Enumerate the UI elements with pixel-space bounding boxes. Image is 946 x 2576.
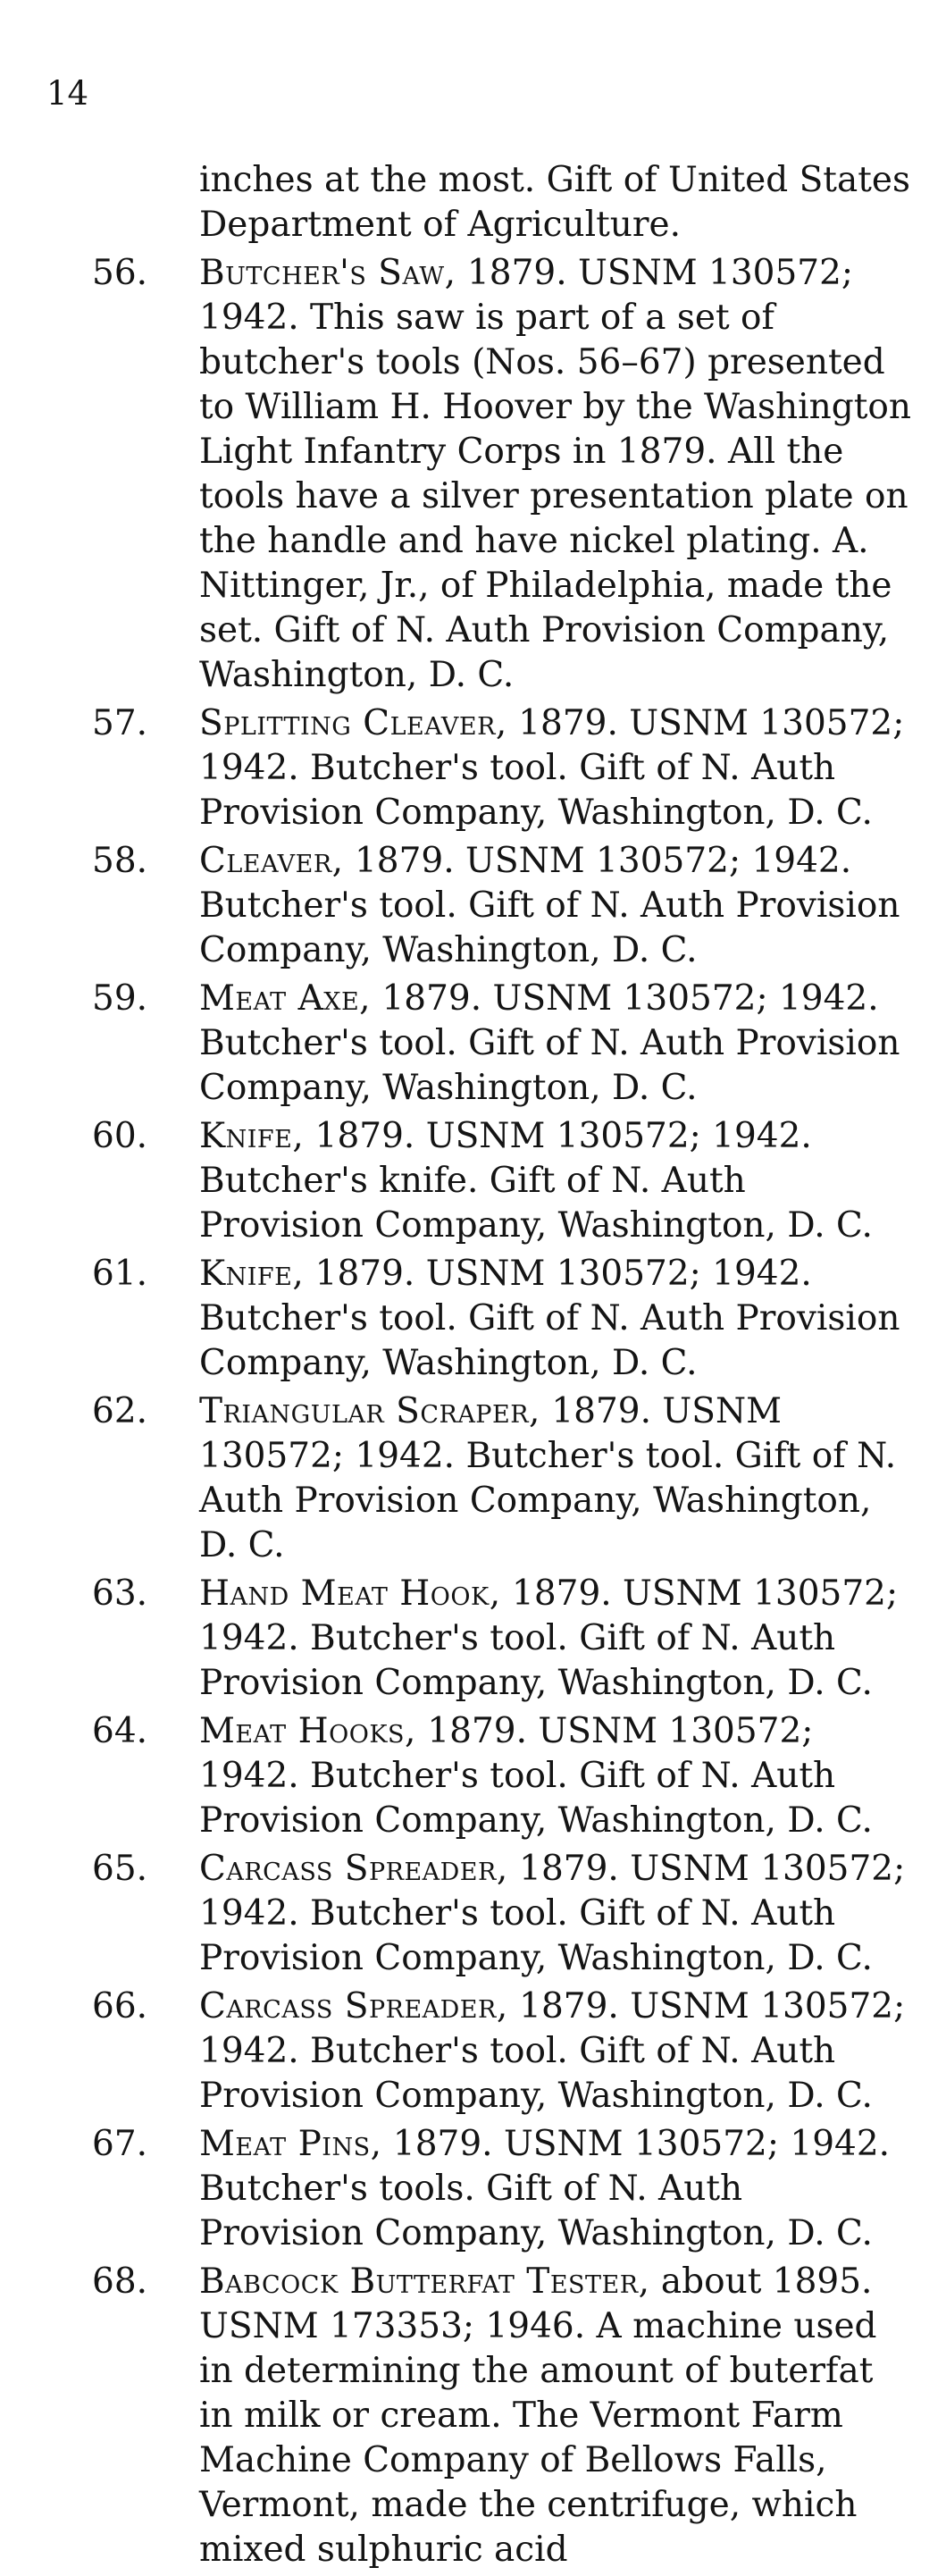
page-number: 14 [46, 74, 89, 113]
entry-body [199, 1389, 914, 1568]
catalog-entry [0, 1252, 914, 1386]
entry-body [199, 977, 914, 1111]
entry-body [199, 1984, 914, 2119]
catalog-entry [0, 1984, 914, 2119]
entry-title: Splitting Cleaver, [199, 703, 507, 743]
catalog-entry [0, 1709, 914, 1843]
catalog-entry [0, 839, 914, 973]
entry-text: 1879. USNM 130572; 1942. Butcher's tool. Gift of N. Auth Provision Company, Washington, D. C. [199, 1391, 897, 1565]
catalog-entry [0, 1847, 914, 1981]
entry-number: 57. [92, 703, 148, 743]
entry-body [199, 1709, 914, 1843]
entry-text: 1879. USNM 130572; 1942. Butcher's tool. Gift of N. Auth Provision Company, Washington, D. C. [199, 841, 900, 970]
entry-body [199, 2122, 914, 2256]
entry-number: 58. [92, 841, 148, 881]
entry-number: 59. [92, 978, 148, 1019]
entry-title: Babcock Butterfat Tester, [199, 2261, 650, 2302]
entry-title: Hand Meat Hook, [199, 1573, 501, 1614]
entry-body [199, 1847, 914, 1981]
entry-body [199, 2260, 914, 2572]
entry-number: 56. [92, 253, 148, 293]
entry-title: Meat Axe, [199, 978, 372, 1019]
entry-body [199, 1572, 914, 1706]
entry-title: Knife, [199, 1254, 305, 1294]
entry-title: Butcher's Saw, [199, 253, 456, 293]
entry-number: 61. [92, 1254, 148, 1294]
entry-title: Meat Pins, [199, 2124, 382, 2164]
catalog-entry [0, 1389, 914, 1568]
catalog-entry [0, 1114, 914, 1248]
entry-number: 68. [92, 2261, 148, 2302]
entry-text: about 1895. USNM 173353; 1946. A machine used in determining the amount of buterfat in milk or cream. The Vermont Farm Machine Company of Bellows Falls, Vermont, made the centrifuge, which mixed sulphuric acid [199, 2261, 877, 2570]
entry-text: 1879. USNM 130572; 1942. Butcher's tool. Gift of N. Auth Provision Company, Washington, D. C. [199, 1573, 899, 1703]
entry-number: 62. [92, 1391, 148, 1431]
catalog-entry [0, 2260, 914, 2572]
entry-text: 1879. USNM 130572; 1942. Butcher's tool. Gift of N. Auth Provision Company, Washington, D. C. [199, 978, 900, 1108]
entry-number: 63. [92, 1573, 148, 1614]
entry-text: 1879. USNM 130572; 1942. This saw is part of a set of butcher's tools (Nos. 56–67) presented to William H. Hoover by the Washington Light Infantry Corps in 1879. All the tools have a silver presentation plate on the handle and have nickel plating. A. Nittinger, Jr., of Philadelphia, made the set. Gift of N. Auth Provision Company, Washington, D. C. [199, 253, 911, 695]
entry-title: Triangular Scraper, [199, 1391, 540, 1431]
entry-body [199, 701, 914, 835]
entry-text: 1879. USNM 130572; 1942. Butcher's tools. Gift of N. Auth Provision Company, Washington, D. C. [199, 2124, 891, 2253]
entry-text: 1879. USNM 130572; 1942. Butcher's tool. Gift of N. Auth Provision Company, Washington, D. C. [199, 1254, 900, 1383]
entry-title: Carcass Spreader, [199, 1849, 508, 1889]
entry-number: 65. [92, 1849, 148, 1889]
entry-number: 60. [92, 1116, 148, 1156]
entry-text: 1879. USNM 130572; 1942. Butcher's knife. Gift of N. Auth Provision Company, Washington, D. C. [199, 1116, 873, 1246]
entry-list [0, 251, 946, 2572]
entry-body [199, 839, 914, 973]
entry-number: 67. [92, 2124, 148, 2164]
entry-number: 64. [92, 1711, 148, 1751]
catalog-entries [0, 158, 946, 2576]
catalog-entry [0, 2122, 914, 2256]
entry-title: Meat Hooks, [199, 1711, 416, 1751]
entry-body [199, 251, 914, 698]
entry-title: Carcass Spreader, [199, 1986, 508, 2026]
catalog-entry [0, 1572, 914, 1706]
entry-text: 1879. USNM 130572; 1942. Butcher's tool. Gift of N. Auth Provision Company, Washington, D. C. [199, 1849, 906, 1978]
catalog-entry [0, 977, 914, 1111]
entry-text: 1879. USNM 130572; 1942. Butcher's tool. Gift of N. Auth Provision Company, Washington, D. C. [199, 1986, 906, 2116]
catalog-entry [0, 701, 914, 835]
entry-text: 1879. USNM 130572; 1942. Butcher's tool. Gift of N. Auth Provision Company, Washington, D. C. [199, 1711, 873, 1841]
continuation-paragraph: inches at the most. Gift of United States Department of Agriculture. [199, 160, 910, 245]
entry-title: Knife, [199, 1116, 305, 1156]
entry-body [199, 1114, 914, 1248]
entry-title: Cleaver, [199, 841, 344, 881]
entry-text: 1879. USNM 130572; 1942. Butcher's tool. Gift of N. Auth Provision Company, Washington, D. C. [199, 703, 905, 833]
entry-body [199, 1252, 914, 1386]
entry-number: 66. [92, 1986, 148, 2026]
catalog-entry [0, 251, 914, 698]
